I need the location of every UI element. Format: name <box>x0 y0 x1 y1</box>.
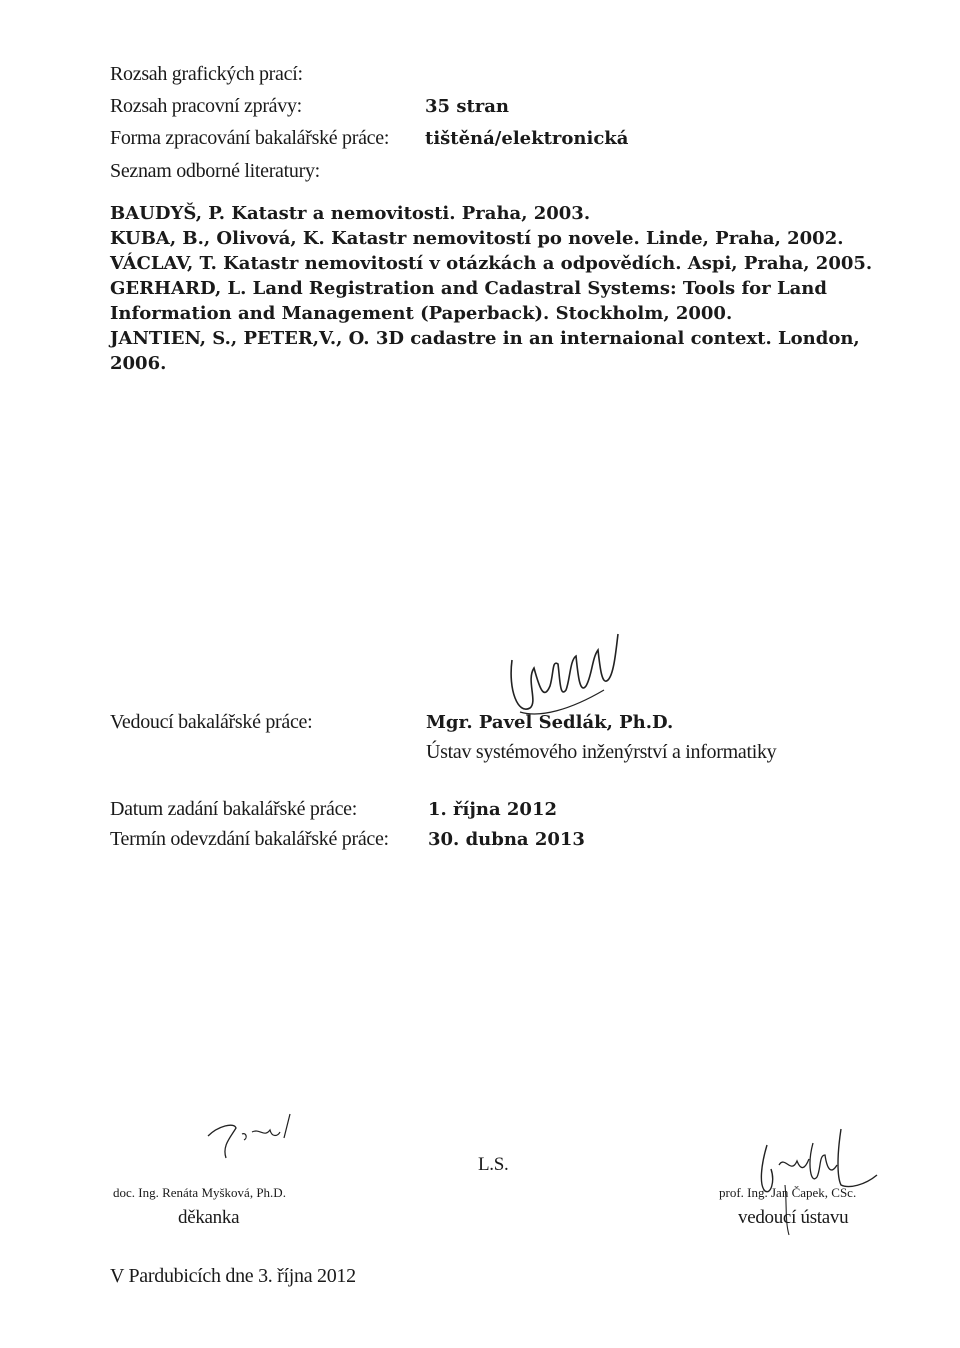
deadline-date-label: Termín odevzdání bakalářské práce: <box>110 828 389 850</box>
supervisor-name: Mgr. Pavel Sedlák, Ph.D. <box>426 712 674 733</box>
reference-line: GERHARD, L. Land Registration and Cadastral Systems: Tools for Land <box>110 278 827 299</box>
reference-line: VÁCLAV, T. Katastr nemovitostí v otázkách a odpovědích. Aspi, Praha, 2005. <box>110 253 873 274</box>
dean-name: doc. Ing. Renáta Myšková, Ph.D. <box>113 1185 286 1200</box>
place-and-date: V Pardubicích dne 3. října 2012 <box>110 1265 356 1287</box>
dean-signature <box>200 1108 310 1164</box>
head-title: vedoucí ústavu <box>738 1207 849 1228</box>
thesis-form-value: tištěná/elektronická <box>425 128 629 149</box>
reference-line: KUBA, B., Olivová, K. Katastr nemovitostí po novele. Linde, Praha, 2002. <box>110 228 844 249</box>
reference-list <box>110 201 873 376</box>
literature-label: Seznam odborné literatury: <box>110 160 320 182</box>
report-scope-label: Rozsah pracovní zprávy: <box>110 95 302 117</box>
assigned-date-value: 1. října 2012 <box>428 799 558 820</box>
report-scope-value: 35 stran <box>425 96 509 117</box>
seal-label: L.S. <box>478 1154 509 1175</box>
dean-title: děkanka <box>178 1207 240 1228</box>
supervisor-label: Vedoucí bakalářské práce: <box>110 711 313 733</box>
graphic-scope-label: Rozsah grafických prací: <box>110 63 303 85</box>
assigned-date-label: Datum zadání bakalářské práce: <box>110 798 357 820</box>
reference-line: Information and Management (Paperback). Stockholm, 2000. <box>110 303 733 324</box>
reference-line: BAUDYŠ, P. Katastr a nemovitosti. Praha, 2003. <box>110 203 591 224</box>
reference-line: JANTIEN, S., PETER,V., O. 3D cadastre in an internaional context. London, <box>110 328 860 349</box>
deadline-date-value: 30. dubna 2013 <box>428 829 585 850</box>
head-name: prof. Ing. Jan Čapek, CSc. <box>719 1185 857 1200</box>
reference-line: 2006. <box>110 353 167 374</box>
supervisor-institute: Ústav systémového inženýrství a informatiky <box>426 741 777 763</box>
thesis-form-label: Forma zpracování bakalářské práce: <box>110 127 390 149</box>
